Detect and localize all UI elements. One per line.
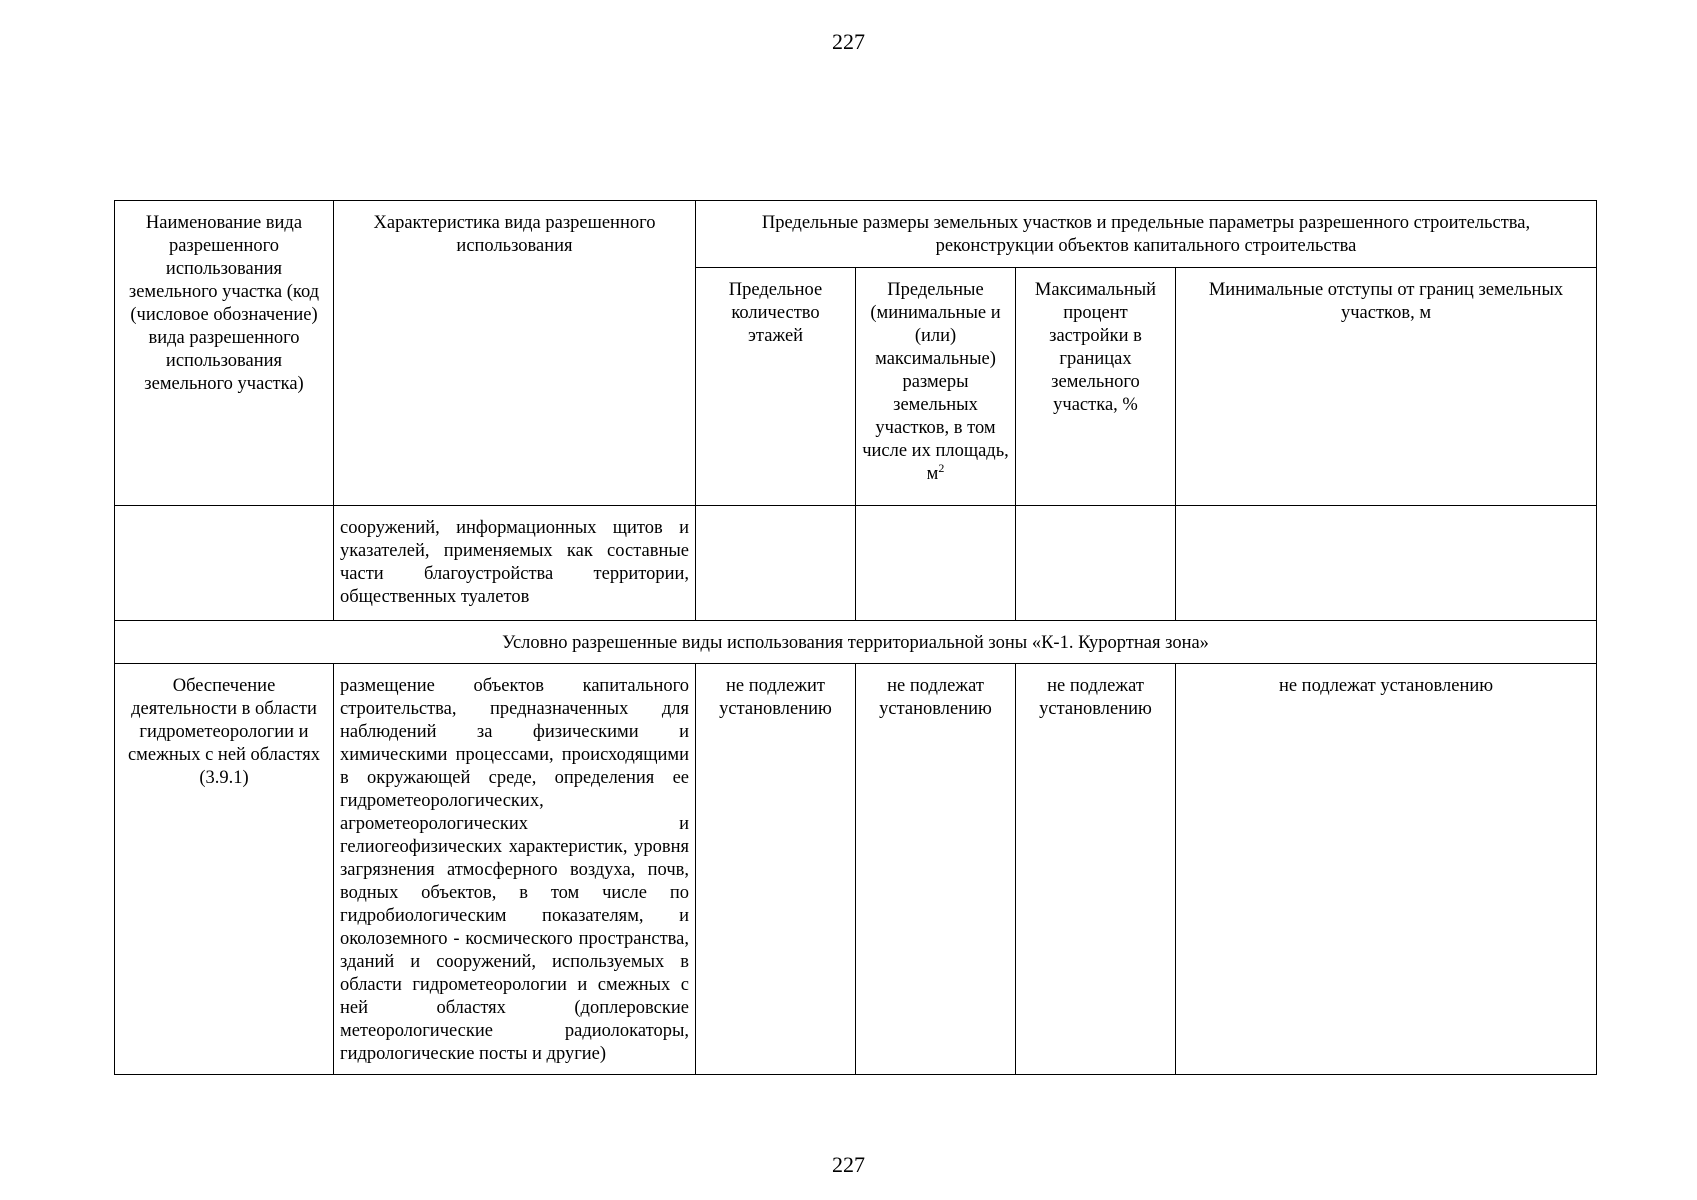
cell-name: Обеспечение деятельности в области гидрометеорологии и смежных с ней областях (3.9.1) [115, 664, 334, 1075]
page-number-top: 227 [832, 29, 865, 54]
header-use-name: Наименование вида разрешенного использования земельного участка (код (числовое обозначение) вида разрешенного использования земельного участка) [115, 201, 334, 506]
header-sizes [856, 268, 1016, 506]
table-header-row-1 [115, 201, 1597, 268]
header-floors: Предельное количество этажей [696, 268, 856, 506]
header-sizes-text: Предельные (минимальные и (или) максимальные) размеры земельных участков, в том числе их площадь, м [862, 280, 1009, 484]
cell-floors [696, 506, 856, 621]
cell-setbacks: не подлежат установлению [1176, 664, 1597, 1075]
header-characteristic: Характеристика вида разрешенного использования [334, 201, 696, 506]
cell-sizes [856, 506, 1016, 621]
land-use-regulations-table [114, 200, 1597, 1075]
cell-percent [1016, 506, 1176, 621]
cell-floors: не подлежит установлению [696, 664, 856, 1075]
cell-sizes: не подлежат установлению [856, 664, 1016, 1075]
zone-heading: Условно разрешенные виды использования территориальной зоны «К-1. Курортная зона» [115, 621, 1597, 664]
table-row-continuation [115, 506, 1597, 621]
header-limits-group: Предельные размеры земельных участков и предельные параметры разрешенного строительства, реконструкции объектов капитального строительства [696, 201, 1597, 268]
cell-characteristic [334, 664, 696, 1075]
page-number-bottom: 227 [832, 1152, 865, 1177]
table-row [115, 664, 1597, 1075]
cell-characteristic-text: сооружений, информационных щитов и указателей, применяемых как составные части благоустройства территории, общественных туалетов [340, 518, 689, 607]
cell-name [115, 506, 334, 621]
header-sizes-superscript: 2 [938, 460, 945, 475]
zone-heading-row [115, 621, 1597, 664]
cell-characteristic [334, 506, 696, 621]
header-setbacks: Минимальные отступы от границ земельных участков, м [1176, 268, 1597, 506]
cell-percent: не подлежат установлению [1016, 664, 1176, 1075]
header-percent: Максимальный процент застройки в границах земельного участка, % [1016, 268, 1176, 506]
cell-setbacks [1176, 506, 1597, 621]
cell-characteristic-text: размещение объектов капитального строительства, предназначенных для наблюдений за физическими и химическими процессами, происходящими в окружающей среде, определения ее гидрометеорологических, агрометеорологических и гелиогеофизических характеристик, уровня загрязнения атмосферного воздуха, почв, водных объектов, в том числе по гидробиологическим показателям, и околоземного - космического пространства, зданий и сооружений, используемых в области гидрометеорологии и смежных с ней областях (доплеровские метеорологические радиолокаторы, гидрологические посты и другие) [340, 676, 689, 1064]
